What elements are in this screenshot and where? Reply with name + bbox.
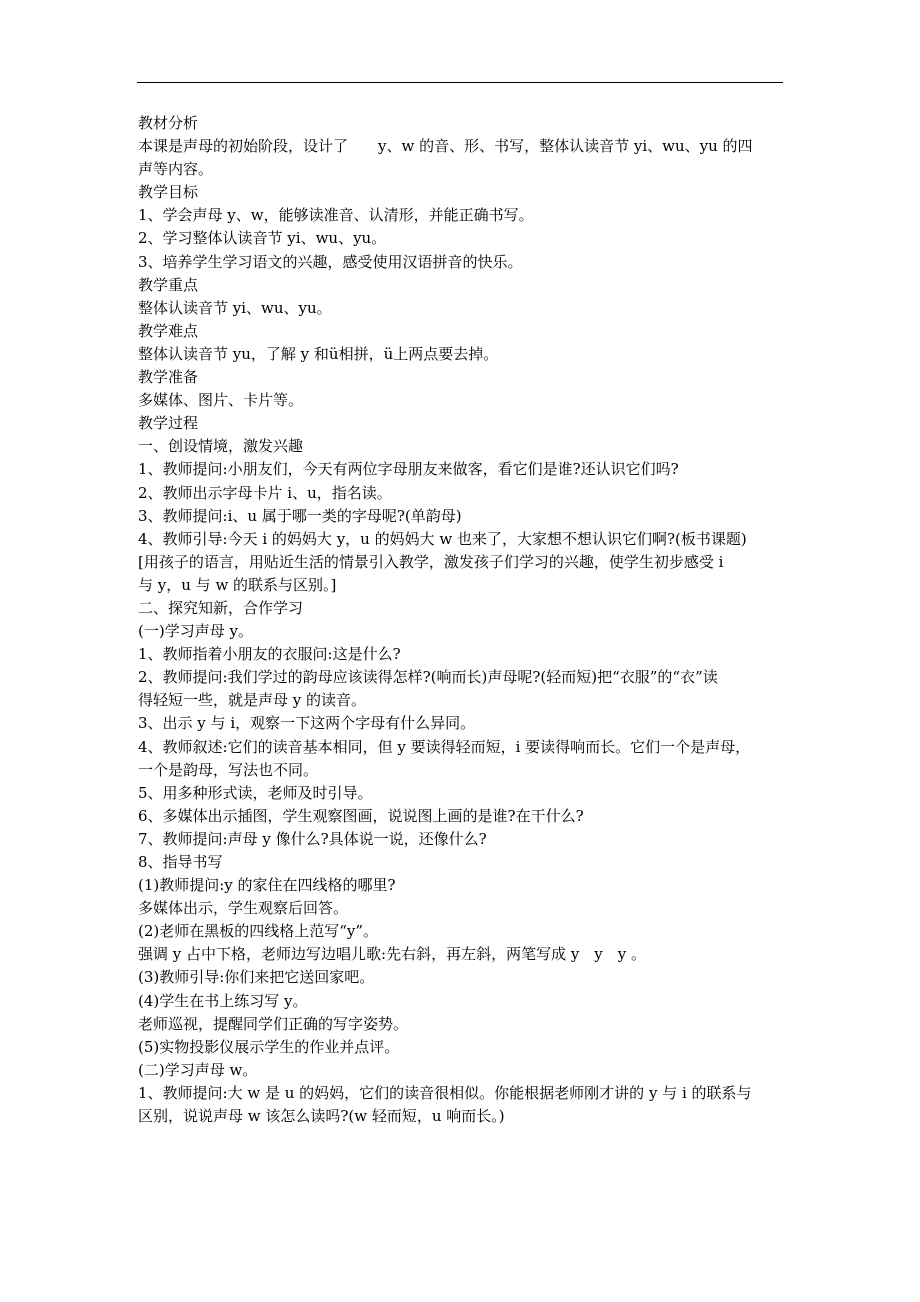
text-line: (3)教师引导:你们来把它送回家吧。 — [138, 968, 375, 987]
text-line: (2)老师在黑板的四线格上范写“y”。 — [138, 922, 379, 941]
text-line: 本课是声母的初始阶段，设计了 y、w 的音、形、书写，整体认读音节 yi、wu、yu 的四 — [138, 137, 753, 156]
text-line: 6、多媒体出示插图，学生观察图画，说说图上画的是谁?在干什么? — [138, 806, 584, 825]
text-line: 整体认读音节 yi、wu、yu。 — [138, 298, 332, 317]
text-line: 多媒体、图片、卡片等。 — [138, 391, 304, 410]
text-line: (一)学习声母 y。 — [138, 622, 253, 641]
header-rule — [137, 82, 783, 83]
text-line: 一、创设情境，激发兴趣 — [138, 437, 304, 456]
text-line: 老师巡视，提醒同学们正确的写字姿势。 — [138, 1014, 409, 1033]
text-line: 2、教师提问:我们学过的韵母应该读得怎样?(响而长)声母呢?(轻而短)把“衣服”的“衣”读 — [138, 668, 718, 687]
text-line: 得轻短一些，就是声母 y 的读音。 — [138, 691, 367, 710]
text-line: 3、出示 y 与 i，观察一下这两个字母有什么异同。 — [138, 714, 476, 733]
text-line: 2、学习整体认读音节 yi、wu、yu。 — [138, 229, 387, 248]
text-line: 1、学会声母 y、w，能够读准音、认清形，并能正确书写。 — [138, 206, 534, 225]
text-line: 5、用多种形式读，老师及时引导。 — [138, 783, 373, 802]
text-line: (1)教师提问:y 的家住在四线格的哪里? — [138, 876, 396, 895]
text-line: 二、探究知新，合作学习 — [138, 598, 304, 617]
text-line: 教学重点 — [138, 275, 199, 294]
text-line: 3、教师提问:i、u 属于哪一类的字母呢?(单韵母) — [138, 506, 462, 525]
text-line: (5)实物投影仪展示学生的作业并点评。 — [138, 1037, 400, 1056]
text-line: 1、教师提问:大 w 是 u 的妈妈，它们的读音很相似。你能根据老师刚才讲的 y 与 i 的联系与 — [138, 1083, 752, 1102]
text-line: 2、教师出示字母卡片 i、u，指名读。 — [138, 483, 392, 502]
text-line: 区别，说说声母 w 该怎么读吗?(w 轻而短，u 响而长。) — [138, 1107, 505, 1126]
document-body — [138, 112, 788, 1128]
text-line: 强调 y 占中下格，老师边写边唱儿歌:先右斜，再左斜，两笔写成 y y y 。 — [138, 945, 647, 964]
text-line: 7、教师提问:声母 y 像什么?具体说一说，还像什么? — [138, 829, 487, 848]
text-line: 与 y，u 与 w 的联系与区别。] — [138, 575, 337, 594]
text-line: 教学难点 — [138, 321, 199, 340]
text-line: 4、教师叙述:它们的读音基本相同，但 y 要读得轻而短，i 要读得响而长。它们一个是声母， — [138, 737, 751, 756]
text-line: 教学准备 — [138, 368, 199, 387]
text-line: [用孩子的语言，用贴近生活的情景引入教学，激发孩子们学习的兴趣，使学生初步感受 i — [138, 552, 724, 571]
text-line: 8、指导书写 — [138, 853, 223, 871]
text-line: 教材分析 — [138, 114, 199, 132]
text-line: 3、培养学生学习语文的兴趣，感受使用汉语拼音的快乐。 — [138, 252, 523, 271]
text-line: 4、教师引导:今天 i 的妈妈大 y，u 的妈妈大 w 也来了，大家想不想认识它们啊?(板书课题) — [138, 529, 747, 548]
text-line: (4)学生在书上练习写 y。 — [138, 991, 308, 1010]
text-line: 1、教师提问:小朋友们，今天有两位字母朋友来做客，看它们是谁?还认识它们吗? — [138, 460, 679, 479]
text-line: 1、教师指着小朋友的衣服问:这是什么? — [138, 645, 401, 664]
text-line: 声等内容。 — [138, 160, 214, 179]
text-line: 多媒体出示，学生观察后回答。 — [138, 899, 349, 918]
text-line: (二)学习声母 w。 — [138, 1060, 258, 1079]
text-line: 教学过程 — [138, 414, 199, 433]
text-line: 整体认读音节 yu，了解 y 和ü相拼，ü上两点要去掉。 — [138, 344, 499, 363]
text-line: 一个是韵母，写法也不同。 — [138, 760, 319, 779]
text-line: 教学目标 — [138, 183, 199, 202]
